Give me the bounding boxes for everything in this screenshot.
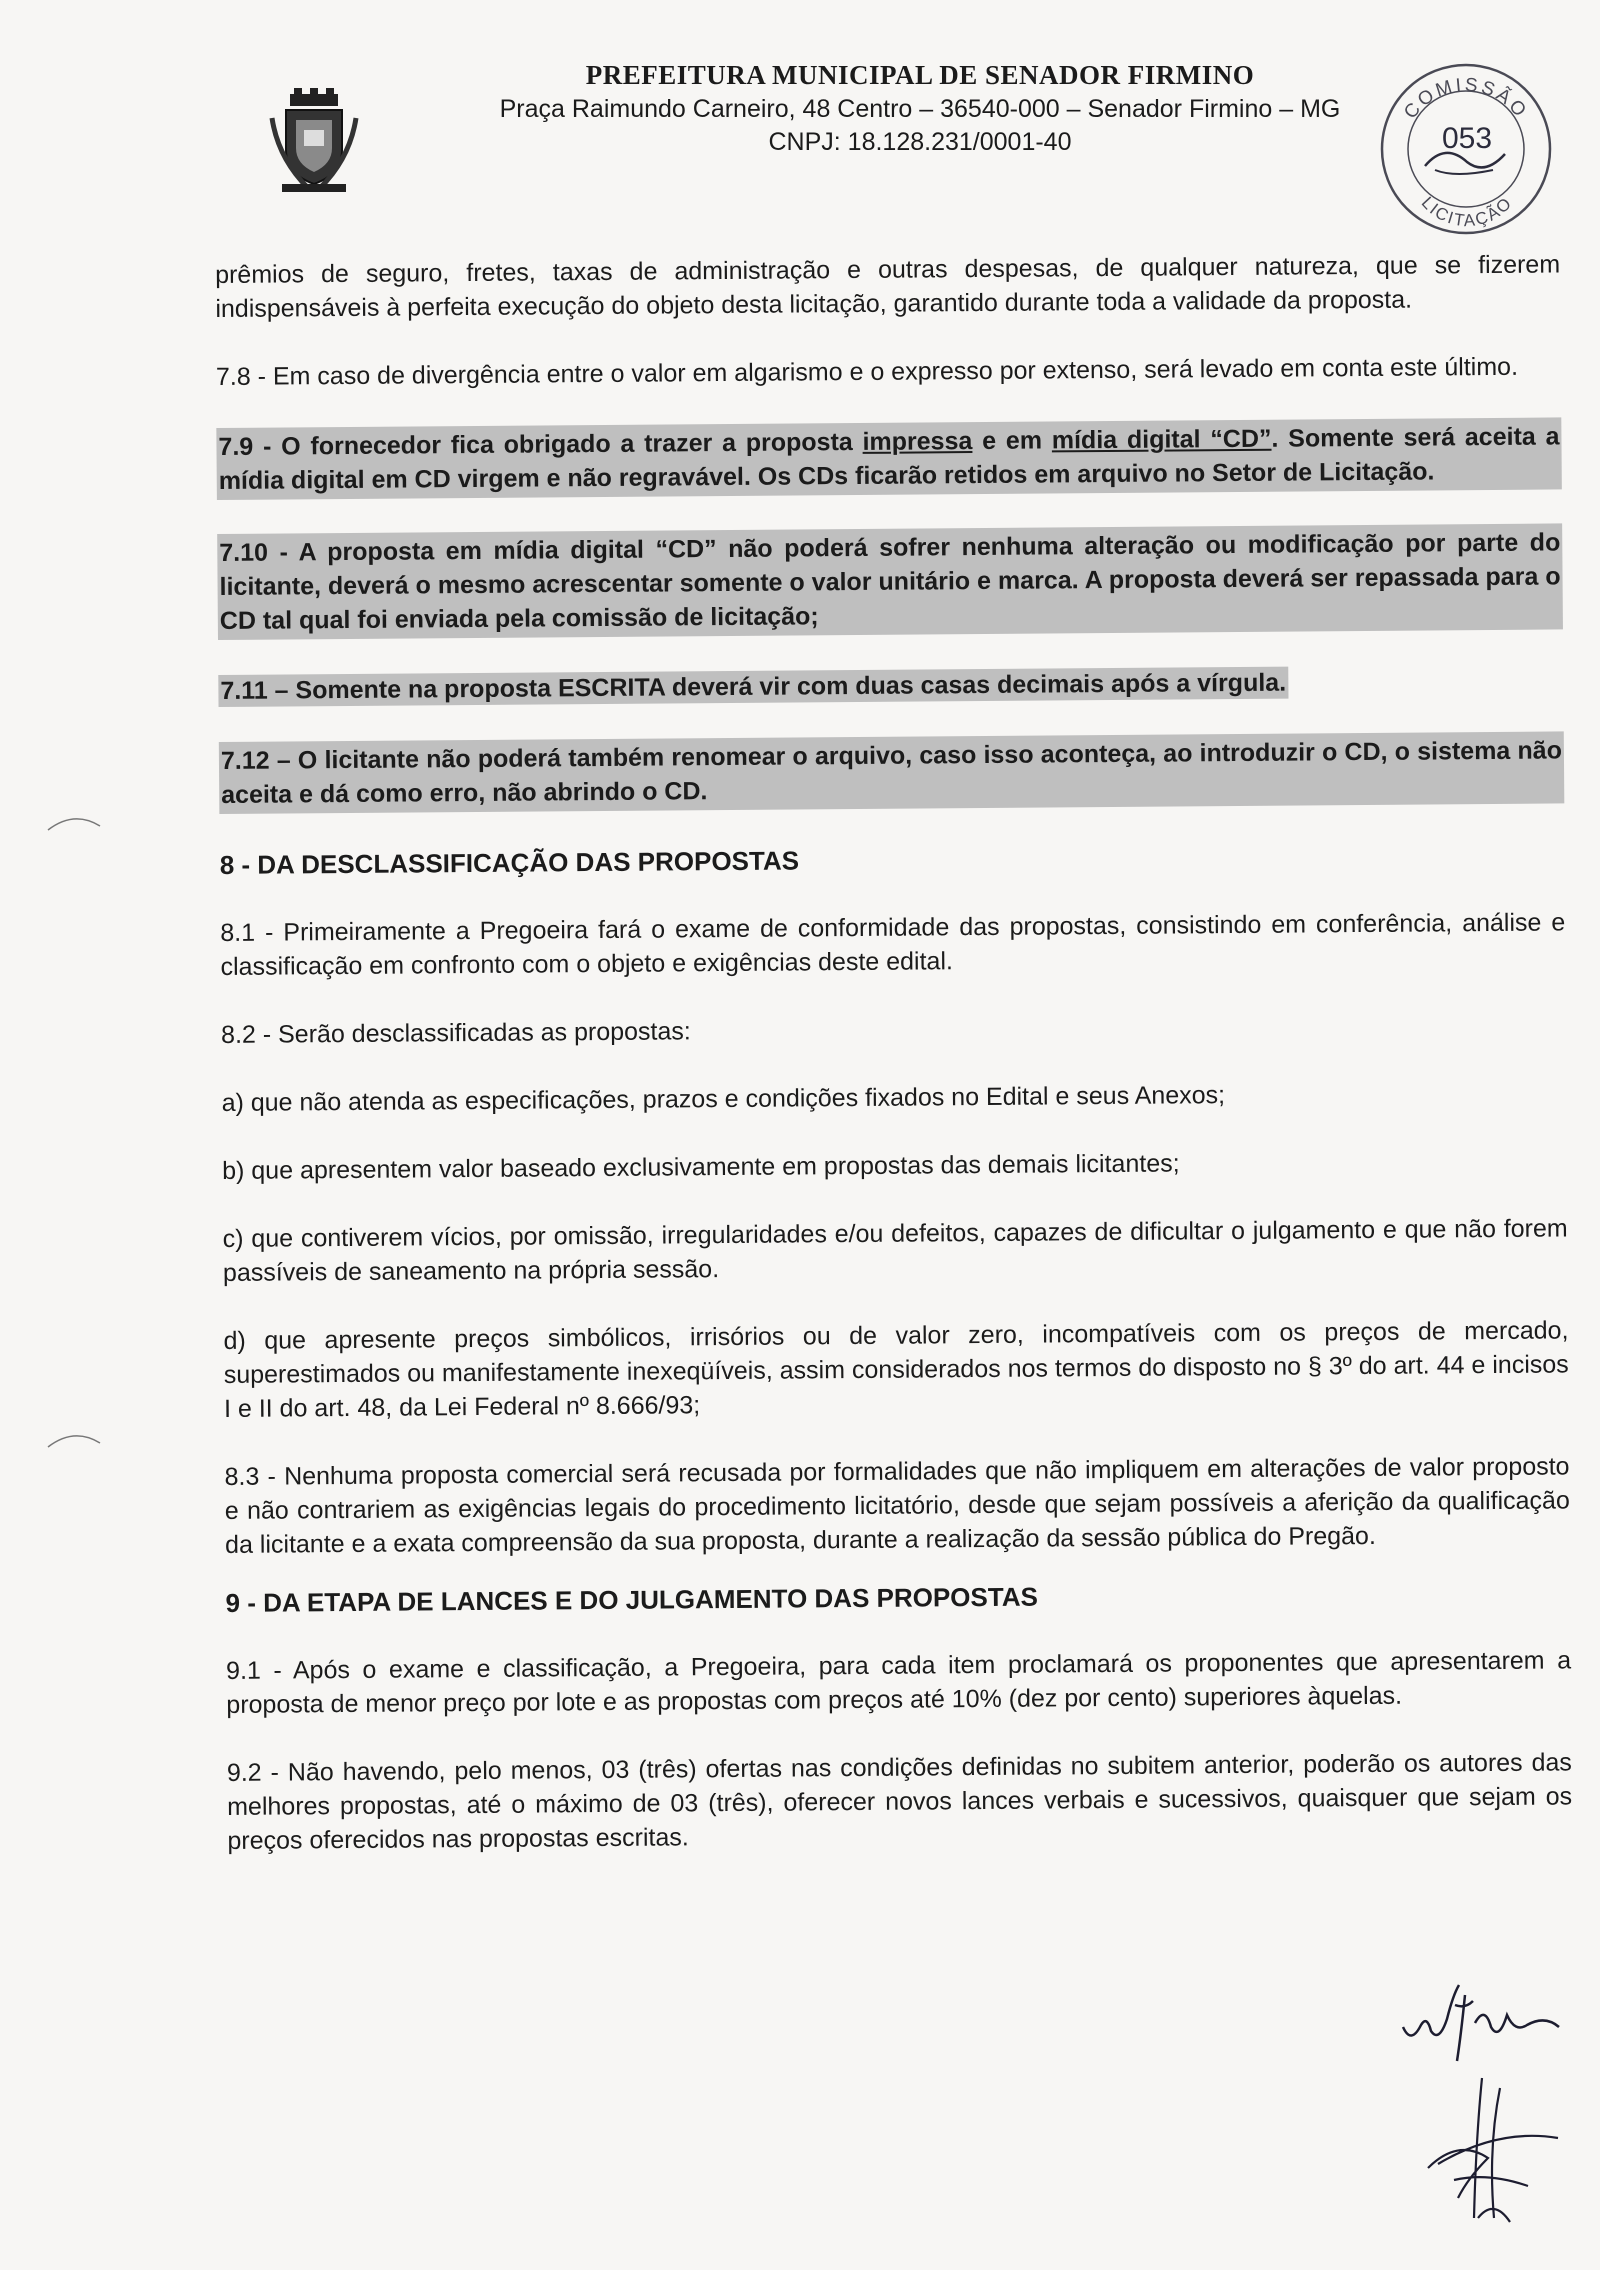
letterhead-address: Praça Raimundo Carneiro, 48 Centro – 36540-000 – Senador Firmino – MG bbox=[499, 95, 1341, 123]
handwritten-signature-icon bbox=[1418, 2068, 1568, 2228]
svg-text:COMISSÃO bbox=[1400, 75, 1532, 124]
paragraph-7-9-part-c: . Somente será aceita a mídia digital em CD virgem e não regravável. Os CDs ficarão retidos em arquivo no Setor de Licitação. bbox=[218, 422, 1560, 495]
section-heading-9: 9 - DA ETAPA DE LANCES E DO JULGAMENTO DAS PROPOSTAS bbox=[225, 1581, 1039, 1618]
paragraph-8-3: 8.3 - Nenhuma proposta comercial será recusada por formalidades que não impliquem em alterações de valor proposto e não contrariem as exigências legais do procedimento licitatório, desde que sejam possíveis a aferição da qualificação da licitante e a exata compreensão da sua proposta, durante a realização da sessão pública do Pregão. bbox=[224, 1452, 1570, 1559]
paragraph-item-c: c) que contiverem vícios, por omissão, irregularidades e/ou defeitos, capazes de dificultar o julgamento e que não forem passíveis de saneamento na própria sessão. bbox=[222, 1214, 1568, 1287]
stamp-top-text: COMISSÃO bbox=[1400, 74, 1532, 124]
margin-mark-icon bbox=[44, 808, 104, 838]
stamp-number: 053 bbox=[1441, 122, 1493, 155]
paragraph-7-9-part-b: e em bbox=[972, 426, 1052, 456]
paragraph-7-12: 7.12 – O licitante não poderá também renomear o arquivo, caso isso aconteça, ao introduzir o CD, o sistema não aceita e dá como erro, não abrindo o CD. bbox=[219, 731, 1565, 814]
paragraph-9-2: 9.2 - Não havendo, pelo menos, 03 (três) ofertas nas condições definidas no subitem anterior, poderão os autores das melhores propostas, até o máximo de 03 (três), oferecer novos lances verbais e sucessivos, quaisquer que sejam os preços oferecidos nas propostas escritas. bbox=[226, 1748, 1573, 1855]
paragraph-7-9 bbox=[216, 417, 1562, 500]
handwritten-initials-icon bbox=[1395, 1975, 1565, 2065]
section-heading-8: 8 - DA DESCLASSIFICAÇÃO DAS PROPOSTAS bbox=[219, 845, 800, 880]
paragraph-8-2: 8.2 - Serão desclassificadas as propostas: bbox=[220, 1017, 691, 1049]
paragraph-item-b: b) que apresentem valor baseado exclusivamente em propostas das demais licitantes; bbox=[222, 1149, 1180, 1185]
paragraph-7-9-part-a: 7.9 - O fornecedor fica obrigado a trazer a proposta bbox=[218, 427, 863, 461]
paragraph-7-10: 7.10 - A proposta em mídia digital “CD” não poderá sofrer nenhuma alteração ou modificação por parte do licitante, deverá o mesmo acrescentar somente o valor unitário e marca. A proposta deverá ser repassada para o CD tal qual foi enviada pela comissão de licitação; bbox=[217, 523, 1563, 640]
paragraph-9-1: 9.1 - Após o exame e classificação, a Pregoeira, para cada item proclamará os proponentes que apresentarem a proposta de menor preço por lote e as propostas com preços até 10% (dez por cento) superiores àquelas. bbox=[225, 1646, 1572, 1719]
paragraph-item-d: d) que apresente preços simbólicos, irrisórios ou de valor zero, incompatíveis com os preços de mercado, superestimados ou manifestamente inexeqüíveis, assim considerados nos termos do disposto no § 3º do art. 44 e incisos I e II do art. 48, da Lei Federal nº 8.666/93; bbox=[223, 1316, 1569, 1423]
letterhead-title: PREFEITURA MUNICIPAL DE SENADOR FIRMINO bbox=[585, 60, 1255, 90]
municipal-crest-icon bbox=[268, 88, 360, 196]
stamp-bottom-text: LICITAÇÃO bbox=[1417, 192, 1517, 231]
commission-stamp-icon bbox=[1375, 58, 1557, 240]
paragraph-continuation: prêmios de seguro, fretes, taxas de administração e outras despesas, de qualquer natureza, que se fizerem indispensáveis à perfeita execução do objeto desta licitação, garantido durante toda a validade da proposta. bbox=[215, 250, 1561, 323]
paragraph-item-a: a) que não atenda as especificações, prazos e condições fixados no Edital e seus Anexos; bbox=[221, 1081, 1226, 1117]
document-body bbox=[215, 247, 1573, 1858]
letterhead bbox=[420, 60, 1420, 157]
paragraph-7-11: 7.11 – Somente na proposta ESCRITA deverá vir com duas casas decimais após a vírgula. bbox=[218, 667, 1288, 707]
margin-mark-icon bbox=[44, 1425, 104, 1455]
paragraph-7-8: 7.8 - Em caso de divergência entre o valor em algarismo e o expresso por extenso, será levado em conta este último. bbox=[215, 352, 1519, 391]
paragraph-7-9-underline-cd: mídia digital “CD” bbox=[1051, 424, 1272, 455]
paragraph-7-9-underline-impressa: impressa bbox=[862, 427, 973, 456]
letterhead-cnpj: CNPJ: 18.128.231/0001-40 bbox=[768, 128, 1072, 156]
paragraph-8-1: 8.1 - Primeiramente a Pregoeira fará o exame de conformidade das propostas, consistindo em conferência, análise e classificação em confronto com o objeto e exigências deste edital. bbox=[220, 908, 1566, 981]
